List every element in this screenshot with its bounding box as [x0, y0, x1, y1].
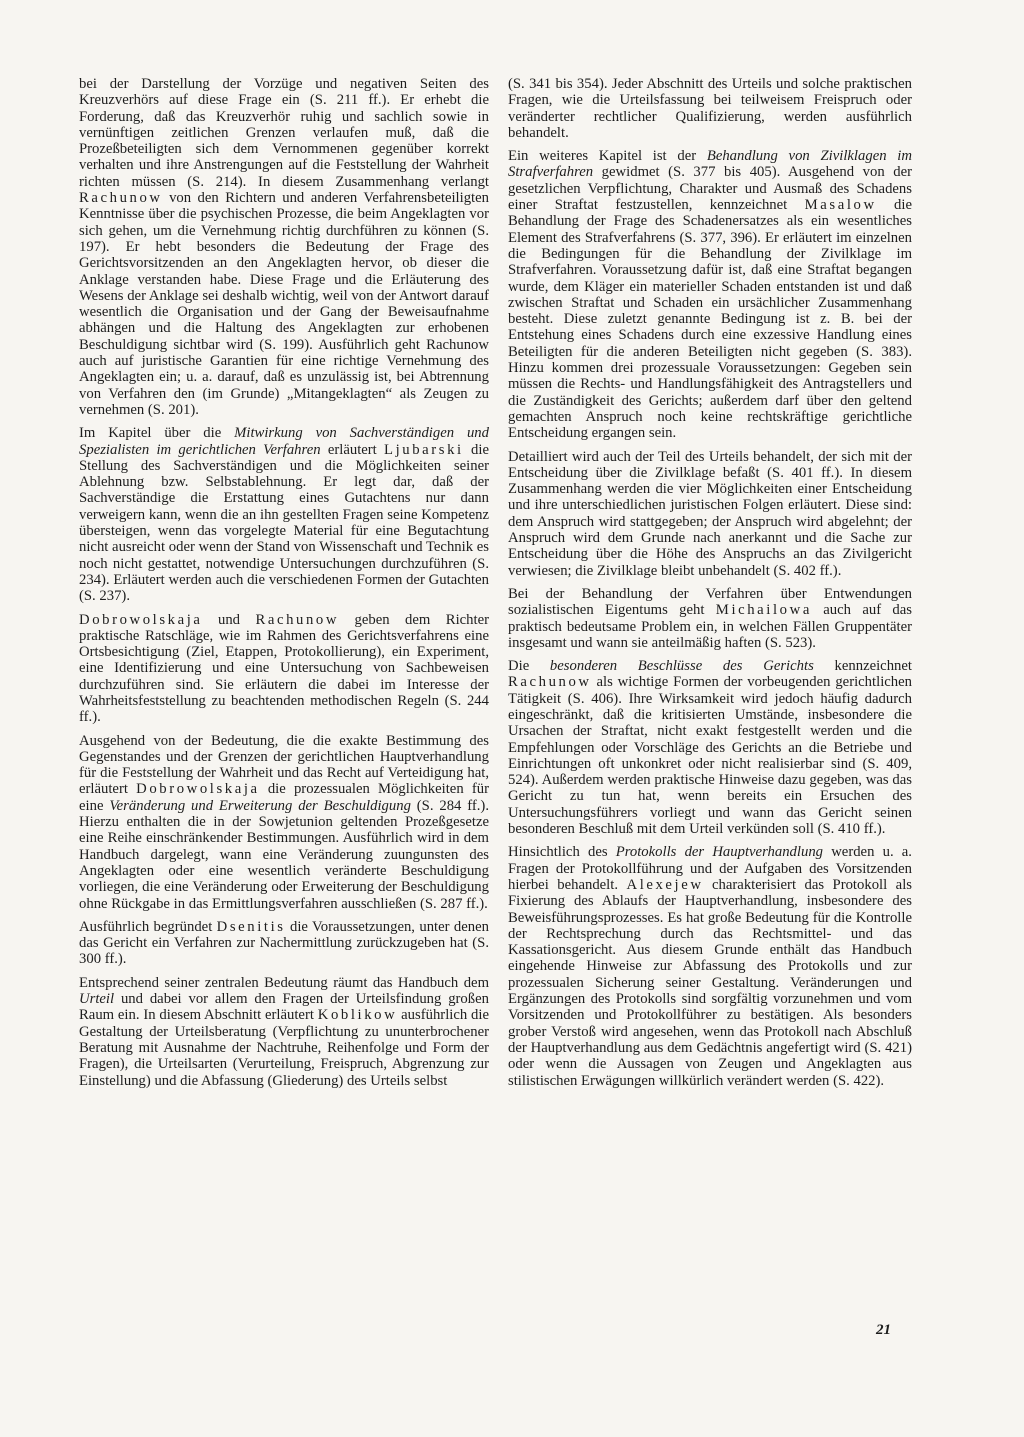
author-name: Rachunow: [508, 674, 592, 691]
author-name: Rachunow: [79, 190, 163, 207]
text-run: erläutert: [320, 441, 385, 458]
author-name: Dobrowolskaja: [79, 611, 203, 628]
text-run: Hinsichtlich des: [508, 844, 616, 861]
text-run: Im Kapitel über die: [79, 425, 235, 442]
paragraph: [508, 844, 912, 1088]
text-run: und: [202, 611, 256, 628]
text-run: Die: [508, 658, 550, 675]
author-name: Koblikow: [317, 1007, 398, 1024]
paragraph: [508, 586, 912, 651]
paragraph: [79, 733, 489, 912]
text-run: charakterisiert das Protokoll als Fixierung des Ablaufs der Hauptverhandlung, insbesondere des Beweisführungsprozesses. Es hat große Bedeutung für die Kontrolle der Rechtsprechung durch das Rechtsmittel- und das Kassationsgericht. Aus diesem Grunde enthält das Handbuch eingehende Hinweise zur Abfassung des Protokolls und zur prozessualen Sicherung seiner Gestaltung. Veränderungen und Ergänzungen des Protokolls sind sorgfältig vorzunehmen und vom Vorsitzenden und Protokollführer zu bestätigen. Als besonders grober Verstoß wird angesehen, wenn das Protokoll nach Abschluß der Hauptverhandlung aus dem Gedächtnis angefertigt wird (S. 421) oder wenn die Aussagen von Zeugen und Angeklagten aus stilistischen Erwägungen willkürlich verändert werden (S. 422).: [508, 876, 912, 1089]
page-number: 21: [876, 1322, 891, 1338]
text-run: werden u. a. Fragen der Protokollführung und der Aufgaben des Vorsitzenden hierbei behandelt.: [508, 844, 912, 893]
author-name: Masalow: [804, 197, 877, 214]
italic-term: Mitwirkung von Sachverständigen und Spezialisten im gerichtlichen Verfahren: [79, 425, 489, 458]
italic-term: Protokolls der Hauptverhandlung: [615, 844, 824, 861]
text-run: ausführlich die Gestaltung der Urteilsberatung (Verpflichtung zu ununterbrochener Beratung mit Ausnahme der Nachtruhe, Reihenfolge und Form der Fragen), die Urteilsarten (Verurteilung, Freispruch, Abgrenzung zur Einstellung) und die Abfassung (Gliederung) des Urteils selbst: [79, 1007, 489, 1089]
paragraph: [79, 919, 489, 968]
right-column: [508, 76, 912, 1089]
text-run: Ein weiteres Kapitel ist der: [508, 148, 707, 165]
text-run: Ausgehend von der Bedeutung, die die exakte Bestimmung des Gegenstandes und der Grenzen der gerichtlichen Hauptverhandlung für die Feststellung der Wahrheit und das Recht auf Verteidigung hat, erläutert: [79, 732, 489, 798]
italic-term: Veränderung und Erweiterung der Beschuldigung: [109, 797, 411, 814]
text-run: geben dem Richter praktische Ratschläge, wie im Rahmen des Gerichtsverfahrens eine Ortsbesichtigung (Ziel, Etappen, Protokollierung), ein Experiment, eine Identifizierung und eine Untersuchung von Sachbeweisen durchzuführen sind. Sie erläutern die dabei im Interesse der Wahrheitsfeststellung zu beachtenden methodischen Regeln (S. 244 ff.).: [79, 611, 490, 726]
paragraph: [508, 148, 912, 441]
paragraph: [508, 658, 912, 837]
author-name: Dsenitis: [216, 918, 286, 935]
left-column: [79, 76, 489, 1089]
text-run: (S. 284 ff.). Hierzu enthalten die in der Sowjetunion geltenden Prozeßgesetze eine Reihe einschränkender Bestimmungen. Ausführlich wird in dem Handbuch dargelegt, wann eine Veränderung zuungunsten des Angeklagten oder eine wesentlich veränderte Beschuldigung vorliegen, die eine Veränderung oder Erweiterung der Beschuldigung ohne Rückgabe in das Ermittlungsverfahren ausschließen (S. 287 ff.).: [79, 797, 489, 912]
text-run: die Stellung des Sachverständigen und die Möglichkeiten seiner Ablehnung bzw. Selbstablehnung. Er legt dar, daß der Sachverständige die Erstattung eines Gutachtens nur dann verweigern kann, wenn die an ihn gestellten Fragen seine Kompetenz übersteigen, wenn das vorgelegte Material für eine Begutachtung nicht ausreicht oder wenn der Stand von Wissenschaft und Technik es noch nicht gestattet, notwendige Untersuchungen durchzuführen (S. 234). Erläutert werden auch die verschiedenen Formen der Gutachten (S. 237).: [79, 441, 489, 605]
paragraph: [508, 449, 912, 579]
italic-term: besonderen Beschlüsse des Gerichts: [549, 658, 814, 675]
text-run: Entsprechend seiner zentralen Bedeutung räumt das Handbuch dem: [79, 974, 489, 991]
text-run: bei der Darstellung der Vorzüge und negativen Seiten des Kreuzverhörs auf diese Frage ein (S. 211 ff.). Er erhebt die Forderung, daß das Kreuzverhör ruhig und sachlich sowie in vernünftigen zeitlichen Grenzen verlaufen muß, daß die Prozeßbeteiligten sich dem Vernommenen gegenüber korrekt verhalten und ihre Anstrengungen auf die Feststellung der Wahrheit richten müssen (S. 214). In diesem Zusammenhang verlangt: [79, 76, 489, 190]
text-run: (S. 341 bis 354). Jeder Abschnitt des Urteils und solche praktischen Fragen, wie die Urteilsfassung bei teilweisem Freispruch oder veränderter rechtlicher Qualifizierung, werden ausführlich behandelt.: [508, 76, 912, 141]
paragraph: [79, 425, 489, 604]
author-name: Ljubarski: [384, 441, 464, 458]
text-run: die Voraussetzungen, unter denen das Gericht ein Verfahren zur Nachermittlung zurückzugeben hat (S. 300 ff.).: [79, 918, 489, 968]
paragraph: [79, 76, 489, 418]
text-run: und dabei vor allem den Fragen der Urteilsfindung großen Raum ein. In diesem Abschnitt erläutert: [79, 991, 489, 1024]
text-run: Bei der Behandlung der Verfahren über Entwendungen sozialistischen Eigentums geht: [508, 585, 912, 619]
text-run: die prozessualen Möglichkeiten für eine: [79, 781, 489, 814]
text-run: Ausführlich begründet: [79, 918, 217, 935]
author-name: Alexejew: [626, 876, 704, 893]
text-run: die Behandlung der Frage des Schadenersatzes als ein wesentliches Element des Strafverfahrens (S. 377, 396). Er erläutert im einzelnen die Bedingungen für die Behandlung der Zivilklage im Strafverfahren. Voraussetzung dafür ist, daß eine Straftat begangen wurde, dem Kläger ein materieller Schaden entstanden ist und daß zwischen Straftat und Schaden ein ursächlicher Zusammenhang besteht. Diese zuletzt genannte Bedingung ist z. B. bei der Entstehung eines Schadens durch eine exzessive Handlung eines Beteiligten für die anderen Beteiligten nicht gegeben (S. 383). Hinzu kommen drei prozessuale Voraussetzungen: Gegeben sein müssen die Rechts- und Handlungsfähigkeit des Antragstellers und die Zuständigkeit des Gerichts; außerdem darf über den geltend gemachten Anspruch noch keine rechtskräftige gerichtliche Entscheidung ergangen sein.: [508, 197, 913, 442]
text-run: als wichtige Formen der vorbeugenden gerichtlichen Tätigkeit (S. 406). Ihre Wirksamkeit wird jedoch häufig dadurch eingeschränkt, daß die kritisierten Umstände, insbesondere die Ursachen der Straftat, nicht exakt festgestellt werden und die Empfehlungen oder Vorschläge des Gerichts an die Betriebe und Einrichtungen oft unkonkret oder nicht realisierbar sind (S. 409, 524). Außerdem werden praktische Hinweise dazu gegeben, was das Gericht zu tun hat, wenn bereits ein Ersuchen des Untersuchungsführers vorliegt und wann das Gericht seinen besonderen Beschluß mit dem Urteil verkünden soll (S. 410 ff.).: [508, 674, 912, 838]
italic-term: Behandlung von Zivilklagen im Strafverfahren: [508, 148, 912, 181]
text-run: auch auf das praktisch bedeutsame Problem ein, in welchen Fällen Gruppentäter insgesamt und wann sie anteilmäßig haften (S. 523).: [508, 602, 912, 651]
paragraph: [79, 975, 489, 1089]
author-name: Dobrowolskaja: [136, 781, 260, 798]
text-run: kennzeichnet: [813, 658, 912, 675]
paragraph: [79, 612, 489, 726]
text-run: gewidmet (S. 377 bis 405). Ausgehend von der gesetzlichen Verpflichtung, Charakter und Ausmaß des Schadens einer Straftat festzustellen, kennzeichnet: [508, 164, 912, 214]
text-run: Detailliert wird auch der Teil des Urteils behandelt, der sich mit der Entscheidung über die Zivilklage befaßt (S. 401 ff.). In diesem Zusammenhang werden die vier Möglichkeiten einer Entscheidung und ihre unterschiedlichen juristischen Folgen erläutert. Diese sind: dem Anspruch wird stattgegeben; der Anspruch wird abgelehnt; der Anspruch wird dem Grunde nach anerkannt und die Sache zur Entscheidung über die Höhe des Anspruchs an das Zivilgericht verwiesen; die Zivilklage bleibt unbehandelt (S. 402 ff.).: [508, 448, 912, 579]
author-name: Michailowa: [715, 602, 812, 619]
paragraph: [508, 76, 912, 141]
italic-term: Urteil: [79, 991, 115, 1008]
text-run: von den Richtern und anderen Verfahrensbeteiligten Kenntnisse über die psychischen Prozesse, die beim Angeklagten vor sich gehen, um die Vernehmung richtig durchführen zu können (S. 197). Er hebt besonders die Bedeutung der Frage des Gerichtsvorsitzenden an den Angeklagten hervor, ob dieser die Anklage verstanden habe. Diese Frage und die Erläuterung des Wesens der Anklage sei deshalb wichtig, weil von der Antwort darauf wesentlich die Organisation und der Gang der Beweisaufnahme abhängen und die Haltung des Angeklagten zur erhobenen Beschuldigung sichtbar wird (S. 199). Ausführlich geht Rachunow auch auf juristische Garantien für eine richtige Vernehmung des Angeklagten ein; u. a. darauf, daß es unzulässig ist, bei Abtrennung von Verfahren den (im Grunde) „Mitangeklagten“ als Zeugen zu vernehmen (S. 201).: [79, 190, 489, 418]
author-name: Rachunow: [255, 611, 340, 628]
